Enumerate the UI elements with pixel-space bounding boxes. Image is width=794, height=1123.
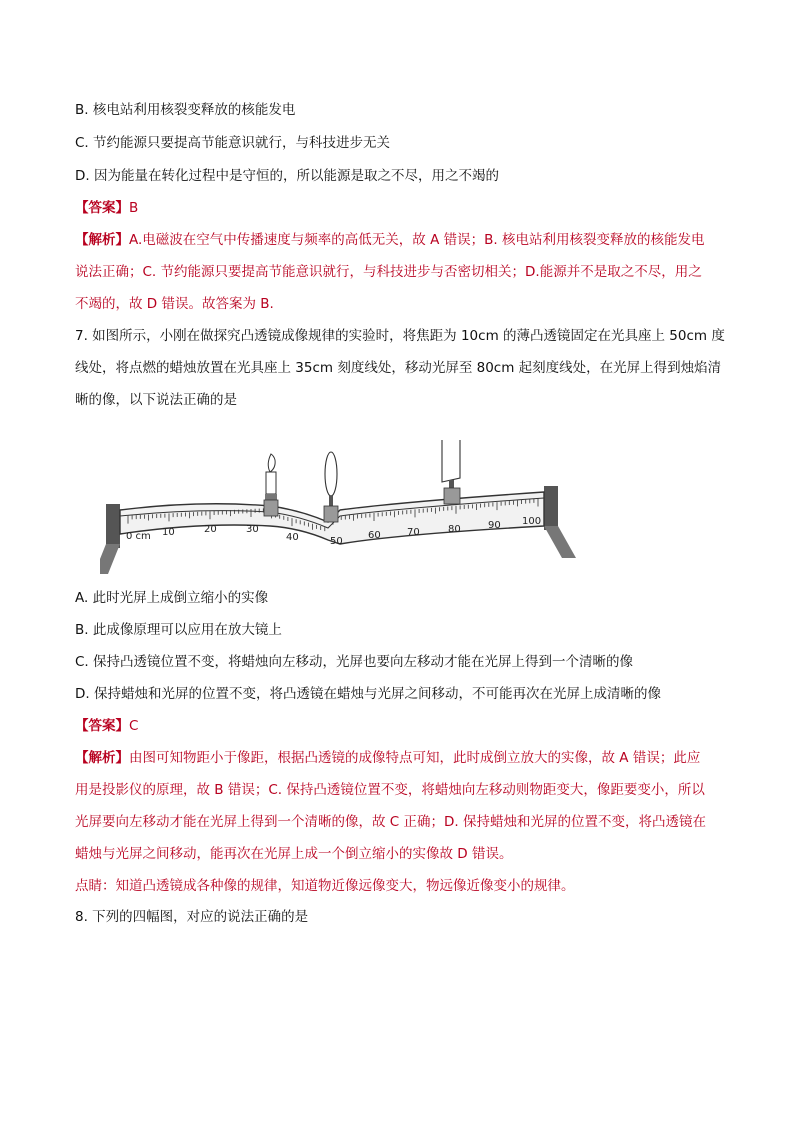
scale-label-0: 0 cm [126,531,151,542]
answer-value: C [129,718,139,734]
scale-label-60: 60 [368,530,381,541]
optical-bench-figure [100,440,590,580]
scale-label-40: 40 [286,532,299,543]
scale-label-10: 10 [162,527,175,538]
scale-label-50: 50 [330,536,343,547]
q7-option-b: B. 此成像原理可以应用在放大镜上 [75,622,282,638]
candle-holder [265,494,277,500]
q7-stem-line-3: 晰的像，以下说法正确的是 [75,392,237,408]
candle-slider [264,500,278,516]
light-screen [442,440,460,504]
q7-stem-line-1: 7. 如图所示，小刚在做探究凸透镜成像规律的实验时，将焦距为 10cm 的薄凸透镜固定在光具座上 50cm 度 [75,328,725,344]
q6-analysis-line-3: 不竭的，故 D 错误。故答案为 B. [75,296,274,312]
screen-holder [449,480,454,488]
answer-value: B [129,200,139,216]
right-stand [544,486,558,530]
q7-analysis-line-3: 光屏要向左移动才能在光屏上得到一个清晰的像，故 C 正确；D. 保持蜡烛和光屏的位置不变，将凸透镜在 [75,814,706,830]
lens-slider [324,506,338,522]
candle-body [266,472,276,494]
q7-answer [75,716,138,736]
candle [264,454,278,516]
q7-option-a: A. 此时光屏上成倒立缩小的实像 [75,590,269,606]
q7-analysis-line-2: 用是投影仪的原理，故 B 错误；C. 保持凸透镜位置不变，将蜡烛向左移动则物距变大，像距要变小，所以 [75,782,705,798]
analysis-tag: 【解析】 [75,232,129,248]
q6-analysis-line-2: 说法正确；C. 节约能源只要提高节能意识就行，与科技进步与否密切相关；D.能源并不是取之不尽，用之 [75,264,702,280]
q7-analysis-line-1 [75,748,700,768]
q7-tip: 点睛：知道凸透镜成各种像的规律，知道物近像远像变大，物远像近像变小的规律。 [75,878,575,894]
q7-stem-line-2: 线处，将点燃的蜡烛放置在光具座上 35cm 刻度线处，移动光屏至 80cm 起刻度线处，在光屏上得到烛焰清 [75,360,722,376]
lens-holder [329,496,333,506]
scale-label-30: 30 [246,524,259,535]
analysis-tag: 【解析】 [75,750,129,766]
scale-label-100: 100 [522,516,542,527]
q6-option-b: B. 核电站利用核裂变释放的核能发电 [75,102,296,118]
screen-slider [444,488,460,504]
q6-answer [75,198,138,218]
answer-tag: 【答案】 [75,718,129,734]
scale-label-90: 90 [488,520,501,531]
right-leg [544,526,576,558]
scale-label-70: 70 [407,527,420,538]
analysis-text: 由图可知物距小于像距，根据凸透镜的成像特点可知，此时成倒立放大的实像，故 A 错误；此应 [129,750,701,766]
answer-tag: 【答案】 [75,200,129,216]
q6-option-d: D. 因为能量在转化过程中是守恒的，所以能源是取之不尽，用之不竭的 [75,168,499,184]
convex-lens [324,452,338,522]
q6-option-c: C. 节约能源只要提高节能意识就行，与科技进步无关 [75,135,391,151]
q6-analysis-line-1 [75,230,704,250]
left-stand [106,504,120,548]
scale-label-80: 80 [448,524,461,535]
left-leg [100,544,120,574]
candle-flame [268,454,275,472]
q7-option-d: D. 保持蜡烛和光屏的位置不变，将凸透镜在蜡烛与光屏之间移动，不可能再次在光屏上成清晰的像 [75,686,661,702]
analysis-text: A.电磁波在空气中传播速度与频率的高低无关，故 A 错误；B. 核电站利用核裂变释放的核能发电 [129,232,705,248]
q7-option-c: C. 保持凸透镜位置不变，将蜡烛向左移动，光屏也要向左移动才能在光屏上得到一个清晰的像 [75,654,634,670]
q7-analysis-line-4: 蜡烛与光屏之间移动，能再次在光屏上成一个倒立缩小的实像故 D 错误。 [75,846,513,862]
screen-panel [442,440,460,482]
q8-stem: 8. 下列的四幅图，对应的说法正确的是 [75,909,309,925]
lens-body [325,452,337,496]
scale-label-20: 20 [204,524,217,535]
